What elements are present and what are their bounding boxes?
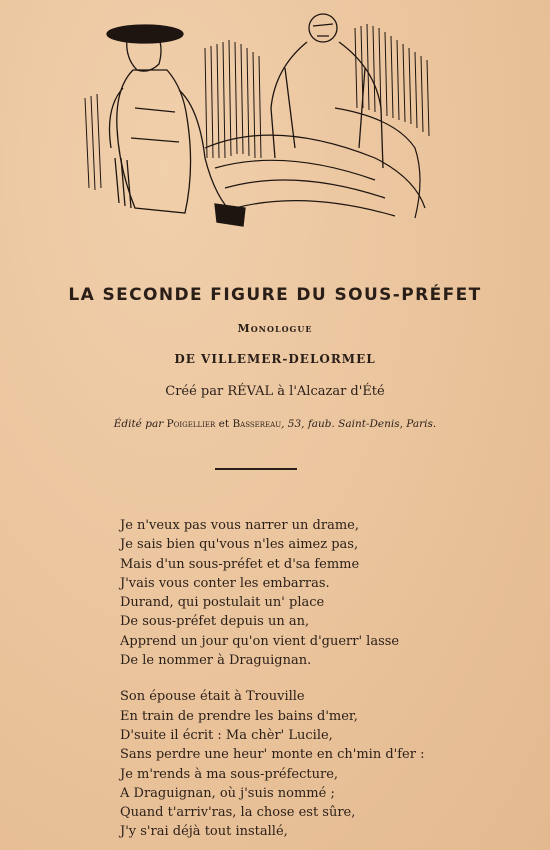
poem-line: Durand, qui postulait un' place [120,595,325,611]
background-hatching [85,24,429,190]
poem-line: En train de prendre les bains d'mer, [120,708,358,724]
author-line: DE VILLEMER-DELORMEL [174,352,376,366]
man-figure [271,14,383,168]
bed [205,108,425,218]
publisher-name2: Bassereau [232,418,282,430]
poem-line: Apprend un jour qu'on vient d'guerr' lasse [120,633,400,649]
created-line: Créé par RÉVAL à l'Alcazar d'Été [165,384,385,399]
poem-line: J'y s'rai déjà tout installé, [120,824,288,840]
separator-rule [215,468,297,470]
poem-line: Mais d'un sous-préfet et d'sa femme [120,556,360,572]
title: LA SECONDE FIGURE DU SOUS-PRÉFET [68,285,482,305]
poem-line: Son épouse était à Trouville [120,689,305,705]
engraving-illustration [75,8,445,243]
poem-line: Je n'veux pas vous narrer un drame, [120,518,359,533]
poem-line: Quand t'arriv'ras, la chose est sûre, [120,805,356,821]
poem-line: Je sais bien qu'vous n'les aimez pas, [120,537,359,553]
poem-line: D'suite il écrit : Ma chèr' Lucile, [120,727,333,743]
publisher-address: , 53, faub. Saint-Denis, Paris. [281,418,437,430]
stanza-gap [120,670,424,687]
publisher-name1: Poigellier [166,418,216,430]
poem-line: A Draguignan, où j'suis nommé ; [120,785,335,801]
genre-subtitle: Monologue [237,322,313,335]
publisher-line [0,418,550,430]
poem-line: De sous-préfet depuis un an, [120,614,310,630]
poem-line: De le nommer à Draguignan. [120,653,312,669]
publisher-edited-by: Édité par [113,418,164,430]
poem-line: J'vais vous conter les embarras. [120,575,330,591]
poem-line: Sans perdre une heur' monte en ch'min d'fer : [120,747,425,763]
publisher-and: et [218,418,230,430]
poem [120,516,424,842]
poem-line: Je m'rends à ma sous-préfecture, [120,766,339,782]
